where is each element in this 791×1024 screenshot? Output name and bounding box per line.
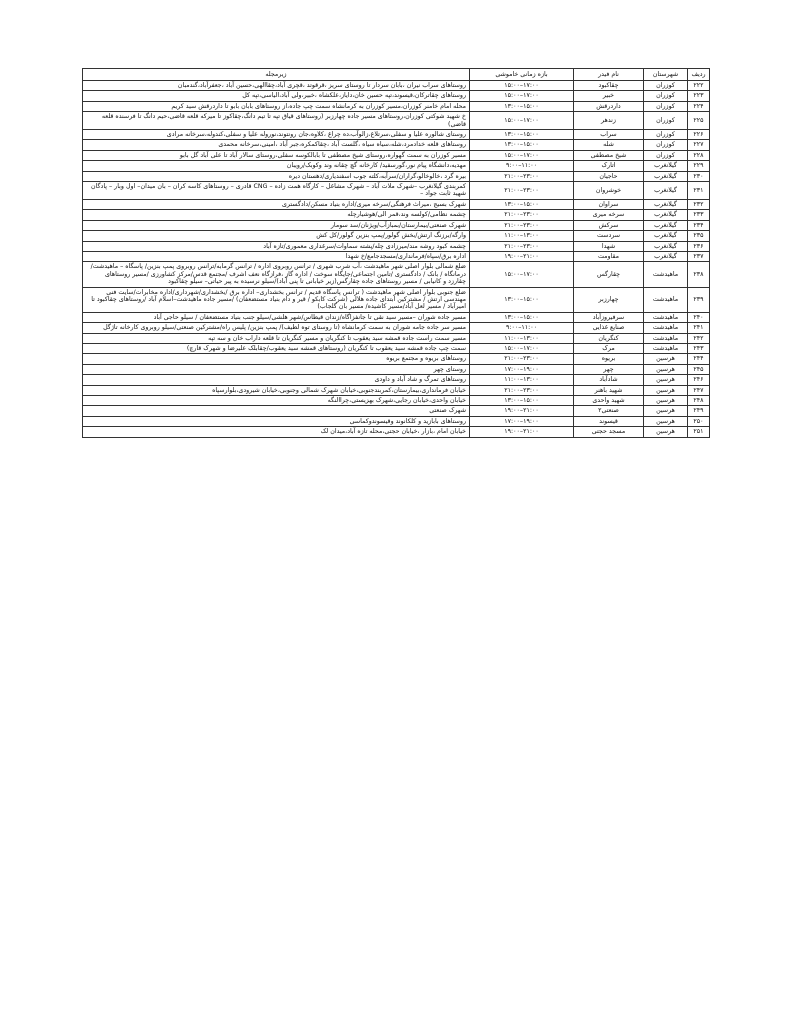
cell-feeder: چهارزبر	[574, 287, 644, 312]
cell-city: هرسین	[644, 354, 688, 364]
cell-city: هرسین	[644, 427, 688, 437]
cell-index: ۲۲۸	[688, 150, 710, 160]
table-row	[83, 231, 710, 241]
cell-time: ۱۷:۰۰–۱۹:۰۰	[470, 364, 574, 374]
cell-subarea: اداره برق/سپاه/فرمانداری/مسجدجامع/خ شهدا	[83, 251, 470, 261]
cell-subarea: روستاهای قلعه خدادمرد،شله،سیاه سیاه ،گلست آباد ،چقاکمکره،جبر آباد ،امینی،سرخانه محمدی	[83, 140, 470, 150]
cell-feeder: اتارک	[574, 161, 644, 171]
cell-subarea: ضلع شمالی بلوار اصلی شهر ماهیدشت ،آب شرب شهری / ترانس روبروی اداره / ترانس گرمابه/ترانس روبروی پمپ بنزین/ پاسگاه – ماهیدشت/ درمانگاه / بانک / دادگستری /تامین اجتماعی/جایگاه سوخت / اداره گاز ،فرازگاه نعف اشرف /مجتمع قدس/مرکز کشاورزی /مسیر روستاهای چقارزد و کانیابی / مسیر روستاهای جاده چقارگس(زیر خیابانی تا پنی آباد)/سیلو نرسیده به پیر حیاتی– سیلو چقاکبود	[83, 262, 470, 287]
table-row	[83, 150, 710, 160]
cell-city: گیلانغرب	[644, 220, 688, 230]
table-row	[83, 91, 710, 101]
cell-feeder: سرکش	[574, 220, 644, 230]
cell-feeder: صنایع غذایی	[574, 323, 644, 333]
cell-subarea: چشمه کبود روشه مند/میرزادی چله/پشته سماوات/سرغداری معموری/تازه آباد	[83, 241, 470, 251]
cell-subarea: مهدیه،دانشگاه پیام نور،گورسفید/ کارخانه گچ چقانه وند وکوبک/رویبان	[83, 161, 470, 171]
cell-city: گیلانغرب	[644, 199, 688, 209]
cell-city: هرسین	[644, 416, 688, 426]
cell-city: کوزران	[644, 91, 688, 101]
cell-index: ۲۲۷	[688, 140, 710, 150]
cell-feeder: کنگریان	[574, 333, 644, 343]
cell-city: کوزران	[644, 81, 688, 91]
cell-index: ۲۴۱	[688, 323, 710, 333]
cell-subarea: مسیر جاده شوران –مسیر سید نقی تا جانفزاگاه/زندان قیطاس/شهر هلشی/سیلو جنب بنیاد مستضعفان / سیلو حاجی آباد	[83, 312, 470, 322]
table-row	[83, 220, 710, 230]
table-row	[83, 406, 710, 416]
cell-index: ۲۴۵	[688, 364, 710, 374]
cell-city: گیلانغرب	[644, 251, 688, 261]
cell-index: ۲۲۳	[688, 91, 710, 101]
cell-time: ۱۳:۰۰–۱۵:۰۰	[470, 140, 574, 150]
table-row	[83, 182, 710, 200]
cell-feeder: شله	[574, 140, 644, 150]
cell-subarea: وارگه/برزنگ ارتش/بخش گولور/پمپ بنزین گولور/کل کش	[83, 231, 470, 241]
cell-index: ۲۳۲	[688, 199, 710, 209]
cell-city: ماهیدشت	[644, 287, 688, 312]
cell-subarea: محله امام خامنر کوزران،مسیر کوزران به کرمانشاه سمت چپ جاده،از روستاهای بابان بابو تا داردرقش سید کریم	[83, 101, 470, 111]
cell-index: ۲۲۴	[688, 101, 710, 111]
cell-city: هرسین	[644, 396, 688, 406]
cell-time: ۱۵:۰۰–۱۷:۰۰	[470, 343, 574, 353]
cell-time: ۱۱:۰۰–۱۳:۰۰	[470, 333, 574, 343]
cell-time: ۱۱:۰۰–۱۳:۰۰	[470, 231, 574, 241]
header-city: شهرستان	[644, 69, 688, 81]
cell-index: ۲۴۸	[688, 396, 710, 406]
table-body	[83, 81, 710, 438]
cell-city: گیلانغرب	[644, 182, 688, 200]
cell-subarea: چشمه نظامی/کولسه وند،قمر الی/هوشیارچله	[83, 210, 470, 220]
cell-subarea: خیابان امام ،بازار ،خیابان حجتی،محله تازه آباد،میدان لک	[83, 427, 470, 437]
table-row	[83, 210, 710, 220]
cell-city: کوزران	[644, 130, 688, 140]
cell-city: هرسین	[644, 385, 688, 395]
cell-city: هرسین	[644, 406, 688, 416]
cell-feeder: شادآباد	[574, 375, 644, 385]
cell-time: ۱۱:۰۰–۱۳:۰۰	[470, 375, 574, 385]
cell-feeder: قیسوند	[574, 416, 644, 426]
cell-time: ۹:۰۰–۱۱:۰۰	[470, 161, 574, 171]
cell-feeder: مسجد حجتی	[574, 427, 644, 437]
cell-index: ۲۴۶	[688, 375, 710, 385]
table-row	[83, 364, 710, 374]
table-row	[83, 241, 710, 251]
cell-index: ۲۲۵	[688, 112, 710, 130]
cell-subarea: شهرک بسیج ،میراث فرهنگی/سرخه میری/اداره بنیاد مسکن/دادگستری	[83, 199, 470, 209]
table-row	[83, 375, 710, 385]
cell-time: ۲۱:۰۰–۲۳:۰۰	[470, 385, 574, 395]
cell-index: ۲۳۵	[688, 231, 710, 241]
cell-time: ۲۱:۰۰–۲۳:۰۰	[470, 171, 574, 181]
cell-feeder: چهر	[574, 364, 644, 374]
cell-index: ۲۴۷	[688, 385, 710, 395]
cell-index: ۲۲۲	[688, 81, 710, 91]
cell-time: ۱۳:۰۰–۱۵:۰۰	[470, 396, 574, 406]
table-row	[83, 101, 710, 111]
cell-subarea: کمربندی گیلانغرب –شهرک ملات آباد – شهرک مشاغل – کارگاه همت زاده – CNG قادری – روستاهای کاسه کران – بان میدان– اول وبار – پادگان شهید ثابت جواد –	[83, 182, 470, 200]
cell-city: گیلانغرب	[644, 161, 688, 171]
cell-time: ۲۱:۰۰–۲۳:۰۰	[470, 182, 574, 200]
table-row	[83, 251, 710, 261]
cell-subarea: روستاهای چقاترکان،قیسوند،تپه حسین خان،دایاز،علکشاه ،خبیر،ولی آباد،الیاسی،تپه کل	[83, 91, 470, 101]
cell-city: گیلانغرب	[644, 171, 688, 181]
cell-subarea: شهرک صنعتی/بیمارستان/بمبازآب/ویژنان/سد سومار	[83, 220, 470, 230]
table-row	[83, 161, 710, 171]
table-row	[83, 396, 710, 406]
cell-feeder: زندهر	[574, 112, 644, 130]
cell-index: ۲۳۱	[688, 182, 710, 200]
cell-city: کوزران	[644, 112, 688, 130]
cell-index: ۲۴۴	[688, 354, 710, 364]
cell-time: ۱۳:۰۰–۱۵:۰۰	[470, 199, 574, 209]
header-feeder: نام فیدر	[574, 69, 644, 81]
cell-city: ماهیدشت	[644, 262, 688, 287]
cell-subarea: روستاهای تمرگ و شاد آباد و داودی	[83, 375, 470, 385]
table-row	[83, 130, 710, 140]
cell-subarea: مسیر کوزران به سمت گهواره،روستای شیخ مصطفی تا بابالکوسه سفلی،روستای سالار آباد تا علی آباد گل بابو	[83, 150, 470, 160]
cell-time: ۱۳:۰۰–۱۵:۰۰	[470, 101, 574, 111]
cell-subarea: روستاهای بریوه و مجتمع بریوه	[83, 354, 470, 364]
cell-feeder: صنعتی۲	[574, 406, 644, 416]
cell-index: ۲۳۴	[688, 220, 710, 230]
cell-city: ماهیدشت	[644, 343, 688, 353]
cell-city: ماهیدشت	[644, 333, 688, 343]
table-row	[83, 199, 710, 209]
cell-feeder: شهید باهنر	[574, 385, 644, 395]
cell-time: ۱۳:۰۰–۱۵:۰۰	[470, 130, 574, 140]
cell-feeder: سرخه میری	[574, 210, 644, 220]
cell-subarea: روستاهای بابازید و کلکانوند وقیسوندوکماسی	[83, 416, 470, 426]
cell-feeder: چقارگس	[574, 262, 644, 287]
cell-index: ۲۵۱	[688, 427, 710, 437]
cell-time: ۱۵:۰۰–۱۷:۰۰	[470, 150, 574, 160]
table-row	[83, 140, 710, 150]
cell-time: ۱۹:۰۰–۲۱:۰۰	[470, 251, 574, 261]
cell-feeder: شیخ مصطفی	[574, 150, 644, 160]
cell-index: ۲۵۰	[688, 416, 710, 426]
cell-index: ۲۳۶	[688, 241, 710, 251]
cell-subarea: ضلع جنوبی بلوار اصلی شهر ماهیدشت ( ترانس پاسگاه قدیم / ترانس بخشداری– اداره برق /بخشداری/شهرداری/اداره مخابرات/سایت فنی مهندسی ارتش / مشترکین ابتدای جاده هلالی (شرکت کابکو / قیر و دام بنیاد مستضعفان) /مسیر جاده ماهیدشت–اسلام آباد /روستاهای چقاکبود تا امیرآباد / مسیر لعل آباد/مسیر کاشیده/ مسیر بان گلجاب)	[83, 287, 470, 312]
cell-time: ۱۵:۰۰–۱۷:۰۰	[470, 81, 574, 91]
cell-city: گیلانغرب	[644, 241, 688, 251]
cell-feeder: خوشروان	[574, 182, 644, 200]
table-row	[83, 323, 710, 333]
cell-index: ۲۳۷	[688, 251, 710, 261]
header-time: بازه زمانی خاموشی	[470, 69, 574, 81]
cell-subarea: روستای چهر	[83, 364, 470, 374]
table-row	[83, 416, 710, 426]
cell-index: ۲۲۶	[688, 130, 710, 140]
cell-feeder: شهید واحدی	[574, 396, 644, 406]
header-subarea: زیرمجله	[83, 69, 470, 81]
header-index: ردیف	[688, 69, 710, 81]
cell-feeder: خبیر	[574, 91, 644, 101]
table-row	[83, 262, 710, 287]
cell-index: ۲۴۹	[688, 406, 710, 416]
cell-feeder: سراب	[574, 130, 644, 140]
cell-index: ۲۴۲	[688, 333, 710, 343]
table-row	[83, 343, 710, 353]
cell-feeder: دارد‌رقش	[574, 101, 644, 111]
cell-city: هرسین	[644, 375, 688, 385]
table-row	[83, 385, 710, 395]
cell-city: کوزران	[644, 101, 688, 111]
table-row	[83, 354, 710, 364]
cell-subarea: بیره گرد ،خالوخالو،گراران/سرآبه،کلته جوب اسفندیاری/دهستان دیره	[83, 171, 470, 181]
cell-feeder: شهدا	[574, 241, 644, 251]
cell-feeder: سرفیروزآباد	[574, 312, 644, 322]
header-row	[83, 69, 710, 81]
cell-index: ۲۳۹	[688, 287, 710, 312]
cell-feeder: سردست	[574, 231, 644, 241]
cell-time: ۲۱:۰۰–۲۳:۰۰	[470, 354, 574, 364]
table-row	[83, 333, 710, 343]
cell-time: ۱۹:۰۰–۲۱:۰۰	[470, 427, 574, 437]
cell-subarea: روستای شالوره علیا و سفلی،سرتلاغ،زالوآب،ده چراغ ،کلاوه،جان رونتوند،نوروله علیا و سفلی،کندوله،سرخانه مرادی	[83, 130, 470, 140]
cell-city: ماهیدشت	[644, 323, 688, 333]
cell-city: گیلانغرب	[644, 231, 688, 241]
cell-time: ۱۹:۰۰–۲۱:۰۰	[470, 406, 574, 416]
cell-index: ۲۴۰	[688, 312, 710, 322]
cell-time: ۹:۰۰–۱۱:۰۰	[470, 323, 574, 333]
outage-schedule-sheet	[82, 68, 709, 438]
cell-feeder: بریوه	[574, 354, 644, 364]
cell-time: ۱۵:۰۰–۱۷:۰۰	[470, 91, 574, 101]
cell-index: ۲۲۹	[688, 161, 710, 171]
cell-time: ۱۵:۰۰–۱۷:۰۰	[470, 112, 574, 130]
cell-feeder: سراوان	[574, 199, 644, 209]
cell-city: گیلانغرب	[644, 210, 688, 220]
table-row	[83, 312, 710, 322]
cell-index: ۲۳۳	[688, 210, 710, 220]
cell-feeder: چقاکبود	[574, 81, 644, 91]
cell-subarea: روستاهای سراب نیران ،بابان سردار تا روستای سریز ،قرقوتد ،قچری آباد،چقاالهی،حسین آباد ،جعفرآباد،گندمبان	[83, 81, 470, 91]
cell-subarea: سمت چپ جاده قمشه سید یعقوب تا کنگریان (روستاهای قمشه سید یعقوب/چقابلک علیرضا و شهرک قارچ)	[83, 343, 470, 353]
table-row	[83, 427, 710, 437]
table-row	[83, 171, 710, 181]
cell-time: ۲۱:۰۰–۲۳:۰۰	[470, 241, 574, 251]
table-row	[83, 81, 710, 91]
outage-schedule-table	[82, 68, 710, 438]
cell-city: کوزران	[644, 150, 688, 160]
cell-city: هرسین	[644, 364, 688, 374]
table-row	[83, 112, 710, 130]
cell-time: ۲۱:۰۰–۲۳:۰۰	[470, 220, 574, 230]
cell-city: ماهیدشت	[644, 312, 688, 322]
cell-subarea: شهرک صنعتی	[83, 406, 470, 416]
cell-feeder: مقاومت	[574, 251, 644, 261]
cell-time: ۱۳:۰۰–۱۵:۰۰	[470, 312, 574, 322]
cell-feeder: مرک	[574, 343, 644, 353]
cell-time: ۱۳:۰۰–۱۵:۰۰	[470, 287, 574, 312]
cell-city: کوزران	[644, 140, 688, 150]
cell-subarea: خیابان فرمانداری،بیمارستان،کمربندجنوبی،خیابان شهرک شمالی وجنوبی،خیابان شیرودی،بلوارسپاه	[83, 385, 470, 395]
cell-time: ۱۷:۰۰–۱۹:۰۰	[470, 416, 574, 426]
cell-subarea: مسیر سر جاده جامه شوران به سمت کرمانشاه (تا روستای توه لطیف)/ پمپ بنزین/ پلیس راه/مشترکین صنعتی/سیلو روبروی کارخانه تاژگل	[83, 323, 470, 333]
table-header	[83, 69, 710, 81]
cell-index: ۲۴۳	[688, 343, 710, 353]
cell-index: ۲۳۸	[688, 262, 710, 287]
cell-time: ۱۵:۰۰–۱۷:۰۰	[470, 262, 574, 287]
cell-time: ۲۱:۰۰–۲۳:۰۰	[470, 210, 574, 220]
table-row	[83, 287, 710, 312]
cell-subarea: خیابان واحدی،خیابان رجایی،شهرک بهزیستی،چراالنگه	[83, 396, 470, 406]
cell-feeder: حاجیان	[574, 171, 644, 181]
cell-subarea: مسیر سمت راست جاده قمشه سید یعقوب تا کنگریان و مسیر کنگریان تا قلعه داراب خان و سه تپه	[83, 333, 470, 343]
cell-index: ۲۳۰	[688, 171, 710, 181]
cell-subarea: خ شهید شوکتی کوزران،روستاهای مسیر جاده چهارزبر (روستاهای قیاق تپه تا تیم دانگ،چقاکوز تا میرکه قلعه قاضی،حیم دانگ تا فرسنده قلعه قاضی)	[83, 112, 470, 130]
